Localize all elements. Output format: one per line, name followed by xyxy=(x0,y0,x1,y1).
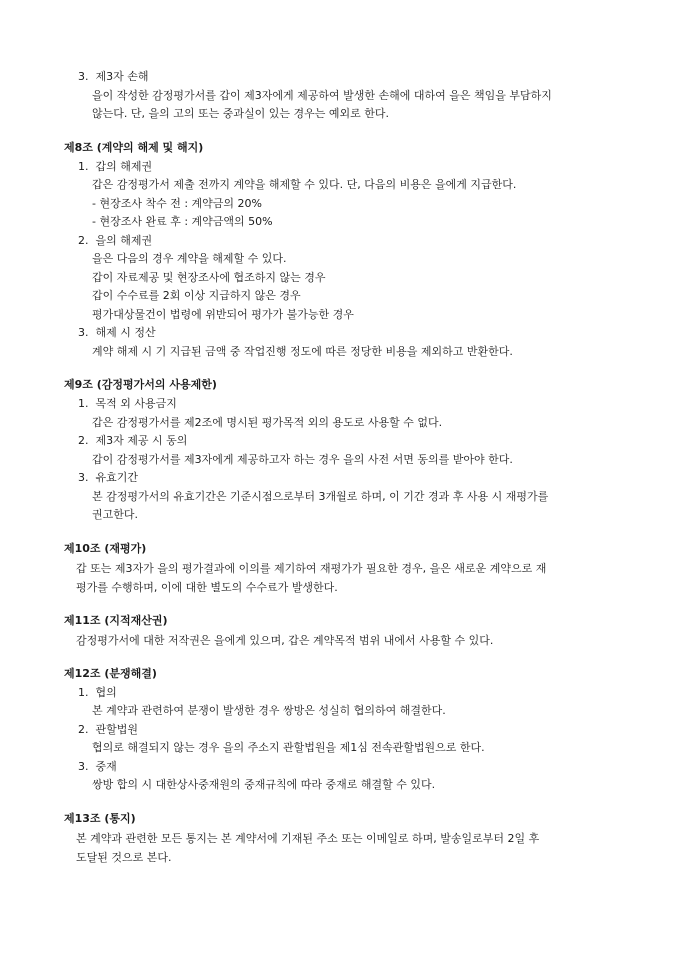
paragraph-line: 감정평가서에 대한 저작권은 을에게 있으며, 갑은 계약목적 범위 내에서 사용할 수 있다. xyxy=(76,633,494,647)
section-continuation xyxy=(64,68,616,124)
body-line: 을은 다음의 경우 계약을 해제할 수 있다. xyxy=(92,252,287,265)
item-title: 3. 해제 시 정산 xyxy=(78,326,156,339)
paragraph-line: 본 계약과 관련한 모든 통지는 본 계약서에 기재된 주소 또는 이메일로 하며, 발송일로부터 2일 후 xyxy=(76,831,540,845)
item-title: 2. 제3자 제공 시 동의 xyxy=(78,434,188,447)
body-line: 을이 작성한 감정평가서를 갑이 제3자에게 제공하여 발생한 손해에 대하여 을은 책임을 부담하지 xyxy=(92,88,552,102)
body-line: 않는다. 단, 을의 고의 또는 중과실이 있는 경우는 예외로 한다. xyxy=(92,107,389,120)
body-line: 갑은 감정평가서를 제2조에 명시된 평가목적 외의 용도로 사용할 수 없다. xyxy=(92,415,443,429)
body-line: 갑이 수수료를 2회 이상 지급하지 않은 경우 xyxy=(92,289,301,302)
item-title: 2. 관할법원 xyxy=(78,722,139,736)
article-12 xyxy=(64,665,616,795)
article-10 xyxy=(64,540,616,597)
paragraph-line: 도달된 것으로 본다. xyxy=(76,850,172,864)
item-title: 1. 목적 외 사용금지 xyxy=(78,397,177,410)
body-line: 갑이 자료제공 및 현장조사에 협조하지 않는 경우 xyxy=(92,270,326,284)
article-heading: 제9조 (감정평가서의 사용제한) xyxy=(64,378,217,391)
body-line: 본 계약과 관련하여 분쟁이 발생한 경우 쌍방은 성실히 협의하여 해결한다. xyxy=(92,704,446,717)
body-line: 권고한다. xyxy=(92,508,139,521)
article-heading: 제10조 (재평가) xyxy=(64,541,147,555)
article-heading: 제8조 (계약의 해제 및 해지) xyxy=(64,140,204,154)
body-line: 갑은 감정평가서 제출 전까지 계약을 해제할 수 있다. 단, 다음의 비용은 을에게 지급한다. xyxy=(92,178,517,191)
article-heading: 제11조 (지적재산권) xyxy=(64,613,168,627)
article-8 xyxy=(64,139,616,362)
sub-line: - 현장조사 완료 후 : 계약금액의 50% xyxy=(92,215,273,228)
paragraph-line: 갑 또는 제3자가 을의 평가결과에 이의를 제기하여 재평가가 필요한 경우, 을은 새로운 계약으로 재 xyxy=(76,561,547,575)
body-line: 쌍방 합의 시 대한상사중재원의 중재규칙에 따라 중재로 해결할 수 있다. xyxy=(92,778,436,791)
article-13 xyxy=(64,810,616,867)
item-title: 2. 을의 해제권 xyxy=(78,233,153,247)
paragraph-line: 평가를 수행하며, 이에 대한 별도의 수수료가 발생한다. xyxy=(76,580,338,594)
body-line: 본 감정평가서의 유효기간은 기준시점으로부터 3개월로 하며, 이 기간 경과 후 사용 시 재평가를 xyxy=(92,489,549,503)
item-title: 3. 유효기간 xyxy=(78,471,139,484)
article-heading: 제12조 (분쟁해결) xyxy=(64,666,157,680)
body-line: 갑이 감정평가서를 제3자에게 제공하고자 하는 경우 을의 사전 서면 동의를 받아야 한다. xyxy=(92,452,513,466)
body-line: 평가대상물건이 법령에 위반되어 평가가 불가능한 경우 xyxy=(92,307,354,321)
body-line: 협의로 해결되지 않는 경우 을의 주소지 관할법원을 제1심 전속관할법원으로 한다. xyxy=(92,741,485,754)
item-title: 3. 중재 xyxy=(78,759,117,773)
article-9 xyxy=(64,376,616,525)
article-11 xyxy=(64,612,616,650)
item-title: 1. 협의 xyxy=(78,685,117,699)
item-title: 1. 갑의 해제권 xyxy=(78,159,153,173)
item-title: 3. 제3자 손해 xyxy=(78,70,149,83)
article-heading: 제13조 (통지) xyxy=(64,811,136,825)
body-line: 계약 해제 시 기 지급된 금액 중 작업진행 정도에 따른 정당한 비용을 제외하고 반환한다. xyxy=(92,344,513,358)
sub-line: - 현장조사 착수 전 : 계약금의 20% xyxy=(92,196,262,210)
